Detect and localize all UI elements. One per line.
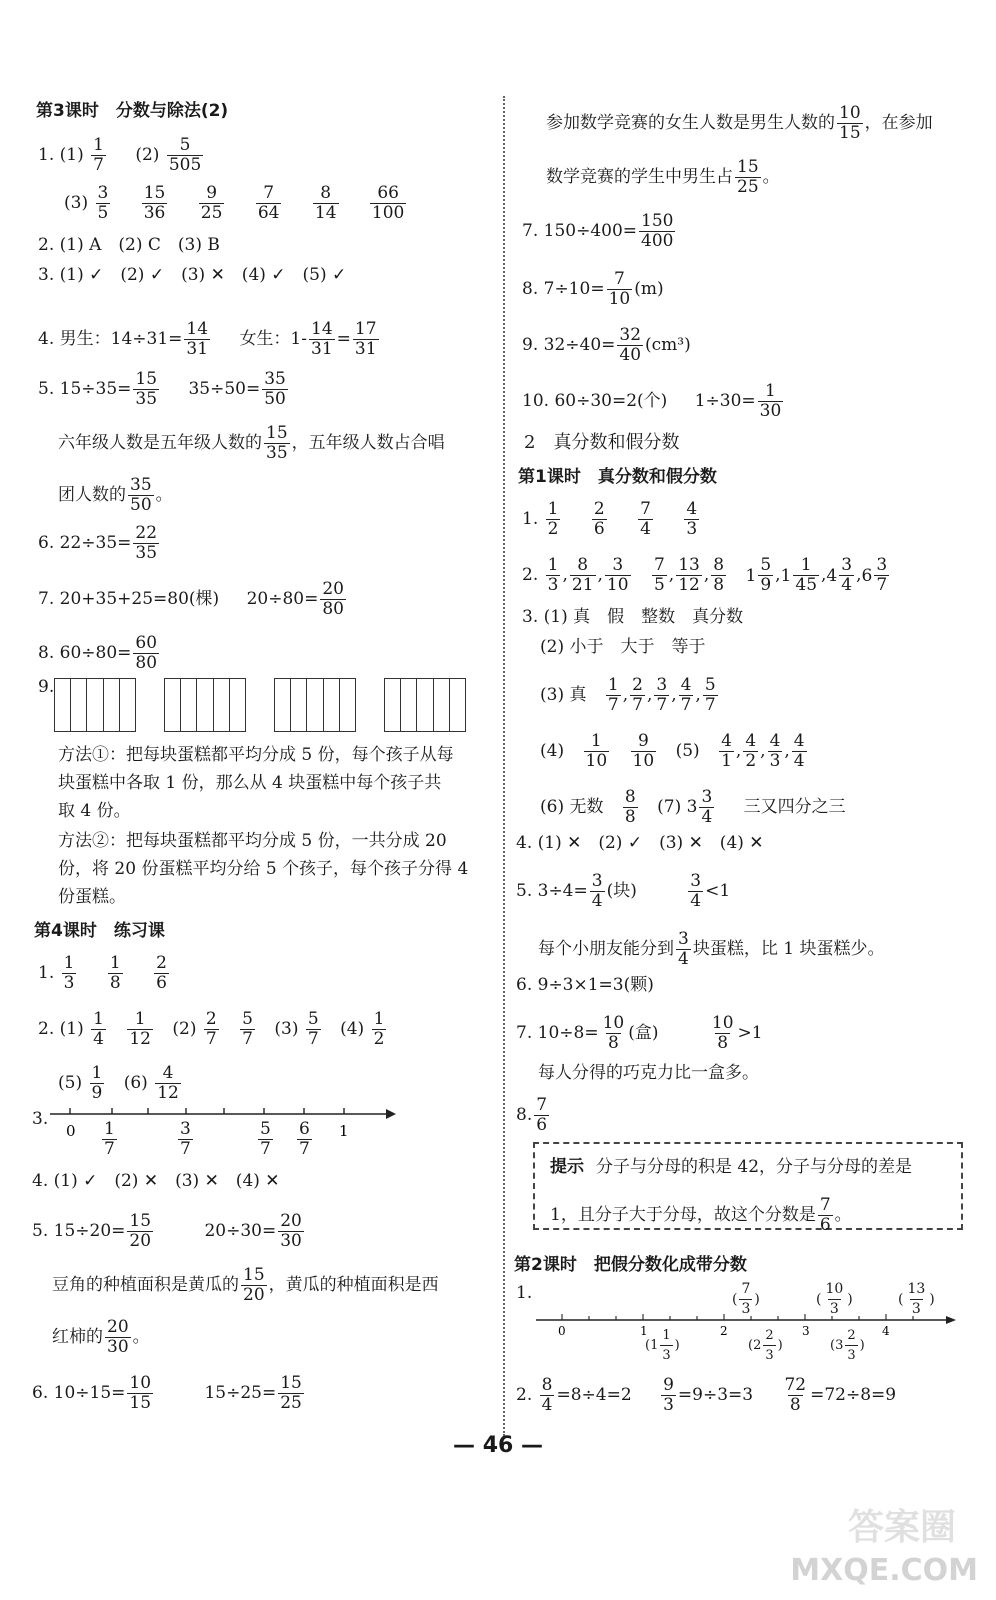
answer-line: 4. 男生：14÷31= $\frac{14}{31}$ 女生：1- $\frac{14}{31}$ = $\frac{17}{31}$ — [38, 319, 377, 359]
answer-line: 6. 22÷35= $\frac{22}{35}$ — [38, 523, 158, 563]
method-text: 份蛋糕。 — [58, 887, 126, 907]
answer-line: 1. $\frac{1}{3}$ $\frac{1}{8}$ $\frac{2}{6}$ — [38, 953, 167, 993]
tick-fraction: (2 2 3 ) — [748, 1328, 783, 1363]
answer-line: 2. (1) A (2) C (3) B — [38, 235, 220, 255]
column-divider — [503, 96, 505, 1436]
tick-label: 0 — [66, 1122, 76, 1140]
answer-line: 2. $\frac{1}{3}$ , $\frac{8}{21}$ , $\frac{3}{10}$ $\frac{7}{5}$ , $\frac{13}{12}$ , $\frac{8}{8}$ 1 5 9 ,1 1 45 ,4 3 4 ,6 3 7 — [522, 555, 888, 595]
answer-line: 8. $\frac{7}{6}$ — [516, 1095, 548, 1135]
watermark: MXQE.COM — [790, 1553, 978, 1588]
tick-label: 2 — [720, 1324, 728, 1336]
answer-text: 六年级人数是五年级人数的 $\frac{15}{35}$ ，五年级人数占合唱 — [58, 423, 445, 463]
answer-line: 8. 60÷80= $\frac{60}{80}$ — [38, 633, 158, 673]
tick-fraction: $\frac{5}{7}$ — [260, 1119, 271, 1159]
method-text: 方法①：把每块蛋糕都平均分成 5 份，每个孩子从每 — [58, 745, 454, 765]
answer-line: 4. (1) ✓ (2) ✕ (3) ✕ (4) ✕ — [32, 1171, 280, 1191]
section-title: 2 真分数和假分数 — [524, 432, 680, 453]
tick-fraction: $\frac{6}{7}$ — [299, 1119, 310, 1159]
method-text: 方法②：把每块蛋糕都平均分成 5 份，一共分成 20 — [58, 831, 447, 851]
answer-text: 数学竞赛的学生中男生占 $\frac{15}{25}$ 。 — [546, 157, 780, 197]
answer-line: (2) 小于 大于 等于 — [540, 637, 706, 657]
method-text: 取 4 份。 — [58, 801, 131, 821]
answer-line: 3. — [32, 1109, 49, 1129]
answer-line: (3) 真 $\frac{1}{7}$ , $\frac{2}{7}$ , $\frac{3}{7}$ , $\frac{4}{7}$ , $\frac{5}{7}$ — [540, 675, 716, 715]
answer-line: 3. (1) 真 假 整数 真分数 — [522, 607, 744, 627]
hint-line: 1，且分子大于分母，故这个分数是 $\frac{7}{6}$ 。 — [550, 1195, 852, 1235]
method-text: 份，将 20 份蛋糕平均分给 5 个孩子，每个孩子分得 4 — [58, 859, 469, 879]
answer-line: 9. 32÷40= $\frac{32}{40}$ (cm³) — [522, 325, 691, 365]
tick-fraction: (3 2 3 ) — [830, 1328, 865, 1363]
answer-line: 8. 7÷10= $\frac{7}{10}$ (m) — [522, 269, 664, 309]
answer-line: 10. 60÷30=2(个) 1÷30= $\frac{1}{30}$ — [522, 381, 782, 421]
answer-line: 2. (1) $\frac{1}{4}$ $\frac{1}{12}$ (2) $\frac{2}{7}$ $\frac{5}{7}$ (3) $\frac{5}{7}$ (4) $\frac{1}{2}$ — [38, 1009, 385, 1049]
answer-line: 7. 150÷400= $\frac{150}{400}$ — [522, 211, 674, 251]
answer-line: 4. (1) ✕ (2) ✓ (3) ✕ (4) ✕ — [516, 833, 764, 853]
answer-text: 红柿的 $\frac{20}{30}$ 。 — [52, 1317, 150, 1357]
answer-line: 6. 9÷3×1=3(颗) — [516, 975, 654, 995]
answer-line: (5) $\frac{1}{9}$ (6) $\frac{4}{12}$ — [58, 1063, 179, 1103]
tick-label: 3 — [802, 1324, 810, 1336]
tick-fraction: ( $\frac{10}{3}$ ) — [816, 1281, 853, 1317]
tick-fraction: ( $\frac{7}{3}$ ) — [732, 1281, 760, 1317]
lesson-heading: 第3课时 分数与除法(2) — [36, 101, 229, 121]
cake-diagram — [384, 678, 466, 732]
method-text: 块蛋糕中各取 1 份，那么从 4 块蛋糕中每个孩子共 — [58, 773, 442, 793]
answer-text: 参加数学竞赛的女生人数是男生人数的 $\frac{10}{15}$ ，在参加 — [546, 103, 933, 143]
lesson-heading: 第2课时 把假分数化成带分数 — [514, 1255, 747, 1275]
tick-fraction: $\frac{1}{7}$ — [104, 1119, 115, 1159]
answer-line: 6. 10÷15= $\frac{10}{15}$ 15÷25= $\frac{15}{25}$ — [32, 1373, 302, 1413]
answer-text: 团人数的 $\frac{35}{50}$ 。 — [58, 475, 173, 515]
answer-line: 7. 20+35+25=80(棵) 20÷80= $\frac{20}{80}$ — [38, 579, 344, 619]
tick-fraction: ( $\frac{13}{3}$ ) — [898, 1281, 935, 1317]
page-number: — 46 — — [453, 1433, 543, 1458]
answer-text: 豆角的种植面积是黄瓜的 $\frac{15}{20}$ ，黄瓜的种植面积是西 — [52, 1265, 439, 1305]
answer-line: 2. $\frac{8}{4}$ =8÷4=2 $\frac{9}{3}$ =9÷3=3 $\frac{72}{8}$ =72÷8=9 — [516, 1375, 897, 1415]
answer-line: 1. $\frac{1}{2}$ $\frac{2}{6}$ $\frac{7}{4}$ $\frac{4}{3}$ — [522, 499, 698, 539]
tick-label: 1 — [640, 1324, 648, 1336]
answer-line: (6) 无数 $\frac{8}{8}$ (7) 3 $\frac{3}{4}$ 三又四分之三 — [540, 787, 846, 827]
lesson-heading: 第4课时 练习课 — [34, 921, 165, 941]
lesson-heading: 第1课时 真分数和假分数 — [518, 467, 717, 487]
answer-line: (4) $\frac{1}{10}$ $\frac{9}{10}$ (5) $\frac{4}{1}$ , $\frac{4}{2}$ , $\frac{4}{3}$ , $\frac{4}{4}$ — [540, 731, 805, 771]
answer-line: 7. 10÷8= $\frac{10}{8}$ (盒) $\frac{10}{8}$ >1 — [516, 1013, 763, 1053]
answer-line: 5. 3÷4= $\frac{3}{4}$ (块) $\frac{3}{4}$ <1 — [516, 871, 731, 911]
hint-line: 提示 分子与分母的积是 42，分子与分母的差是 — [550, 1157, 913, 1177]
tick-fraction: $\frac{3}{7}$ — [180, 1119, 191, 1159]
cake-diagram — [164, 678, 246, 732]
answer-line: 5. 15÷35= $\frac{15}{35}$ 35÷50= $\frac{35}{50}$ — [38, 369, 286, 409]
cake-diagram — [54, 678, 136, 732]
watermark-logo: 答案圈 — [847, 1506, 956, 1548]
answer-text: 每个小朋友能分到 $\frac{3}{4}$ 块蛋糕，比 1 块蛋糕少。 — [538, 929, 885, 969]
tick-label: 1 — [339, 1122, 349, 1140]
answer-line: 5. 15÷20= $\frac{15}{20}$ 20÷30= $\frac{20}{30}$ — [32, 1211, 302, 1251]
answer-text: 每人分得的巧克力比一盒多。 — [538, 1063, 759, 1083]
answer-line: 1. — [516, 1283, 533, 1303]
tick-fraction: (1 1 3 ) — [645, 1328, 680, 1363]
cake-diagram — [274, 678, 356, 732]
answer-line: 3. (1) ✓ (2) ✓ (3) ✕ (4) ✓ (5) ✓ — [38, 265, 347, 285]
answer-line: 1. (1) $\frac{1}{7}$ (2) $\frac{5}{505}$ — [38, 135, 202, 175]
tick-label: 4 — [882, 1324, 890, 1336]
answer-line: (3) $\frac{3}{5}$ $\frac{15}{36}$ $\frac{9}{25}$ $\frac{7}{64}$ $\frac{8}{14}$ $\frac{66}{100}$ — [64, 183, 405, 223]
answer-line: 9. — [38, 677, 55, 697]
tick-label: 0 — [558, 1324, 566, 1336]
